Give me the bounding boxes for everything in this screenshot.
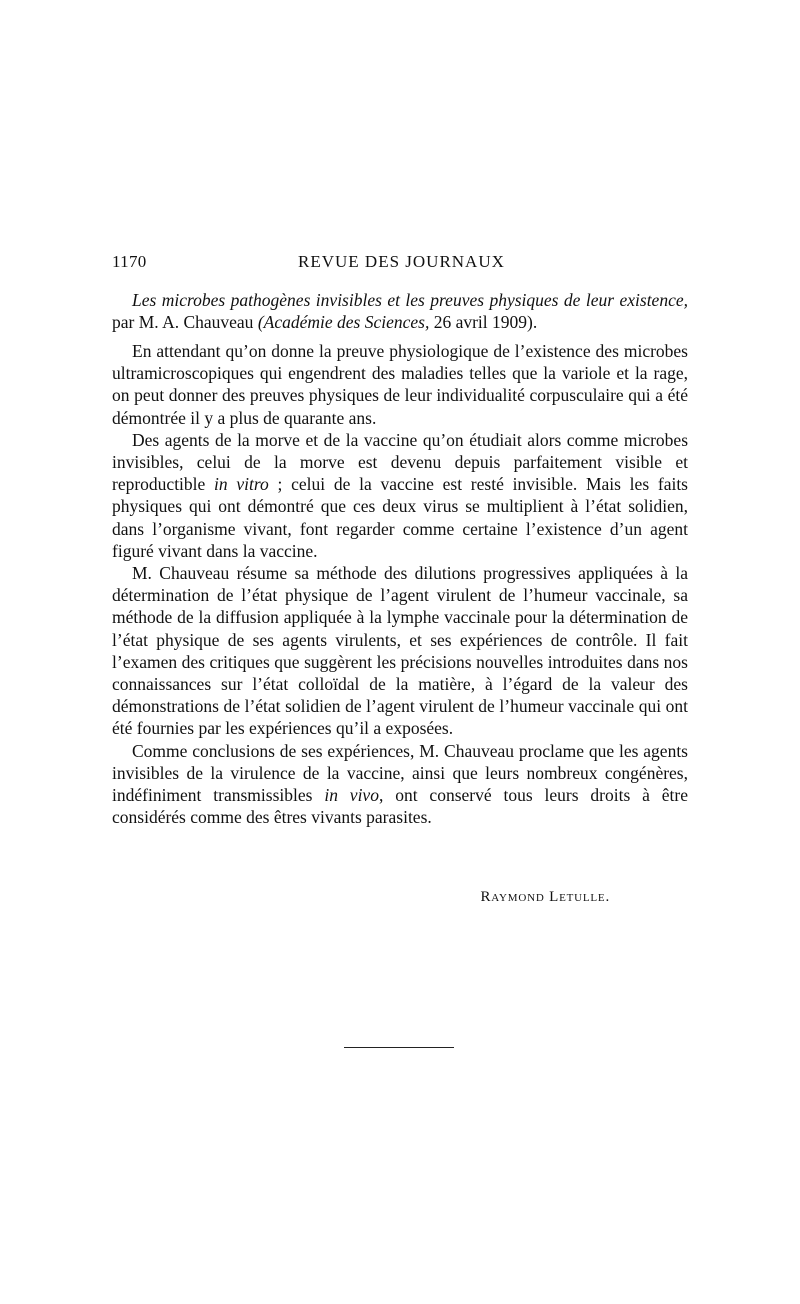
paragraph: Des agents de la morve et de la vaccine qu’on étudiait alors comme microbes invisibles, celui de la morve est devenu depuis parfaitement visible et reproductible in vitro ; celui de la vaccine est resté invisible. Mais les faits physiques qui ont démontré que ces deux virus se multiplient à l’état solidien, dans l’organisme vivant, font regarder comme certaine l’existence d’un agent figuré vivant dans la vaccine.	[112, 429, 688, 561]
page-number: 1170	[112, 252, 147, 271]
article-title	[112, 289, 688, 333]
title-italic: Les microbes pathogènes invisibles et les preuves physiques de leur existence,	[132, 290, 688, 310]
italic-term: in vivo	[324, 785, 379, 806]
author-signature: Raymond Letulle.	[480, 889, 610, 905]
italic-term: in vitro	[214, 474, 269, 495]
paragraph: Comme conclusions de ses expériences, M. Chauveau proclame que les agents invisibles de la virulence de la vaccine, ainsi que leurs nombreux congénères, indéfiniment transmissibles in vivo, ont conservé tous leurs droits à être considérés comme des êtres vivants parasites.	[112, 740, 688, 828]
title-author: par M. A. Chauveau	[112, 312, 258, 332]
paragraph: En attendant qu’on donne la preuve physiologique de l’existence des microbes ultramicroscopiques qui engendrent des maladies telles que la variole et la rage, on peut donner des preuves physiques de leur individualité corpusculaire qui a été démontrée il y a plus de quarante ans.	[112, 341, 688, 428]
page-header	[112, 252, 688, 278]
article-body	[112, 340, 688, 828]
title-date: 26 avril 1909).	[429, 312, 538, 332]
title-source: (Académie des Sciences,	[257, 312, 430, 332]
section-divider	[344, 1047, 454, 1048]
running-title: REVUE DES JOURNAUX	[298, 252, 505, 271]
paragraph: M. Chauveau résume sa méthode des dilutions progressives appliquées à la détermination de l’état physique de l’agent virulent de l’humeur vaccinale, sa méthode de la diffusion appliquée à la lymphe vaccinale pour la détermination de l’état physique de ses agents virulents, et ses expériences de contrôle. Il fait l’examen des critiques que suggèrent les précisions nouvelles introduites dans nos connaissances sur l’état colloïdal de la matière, à l’égard de la valeur des démonstrations de l’état solidien de l’agent virulent de l’humeur vaccinale qui ont été fournies par les expériences qu’il a exposées.	[112, 563, 688, 739]
